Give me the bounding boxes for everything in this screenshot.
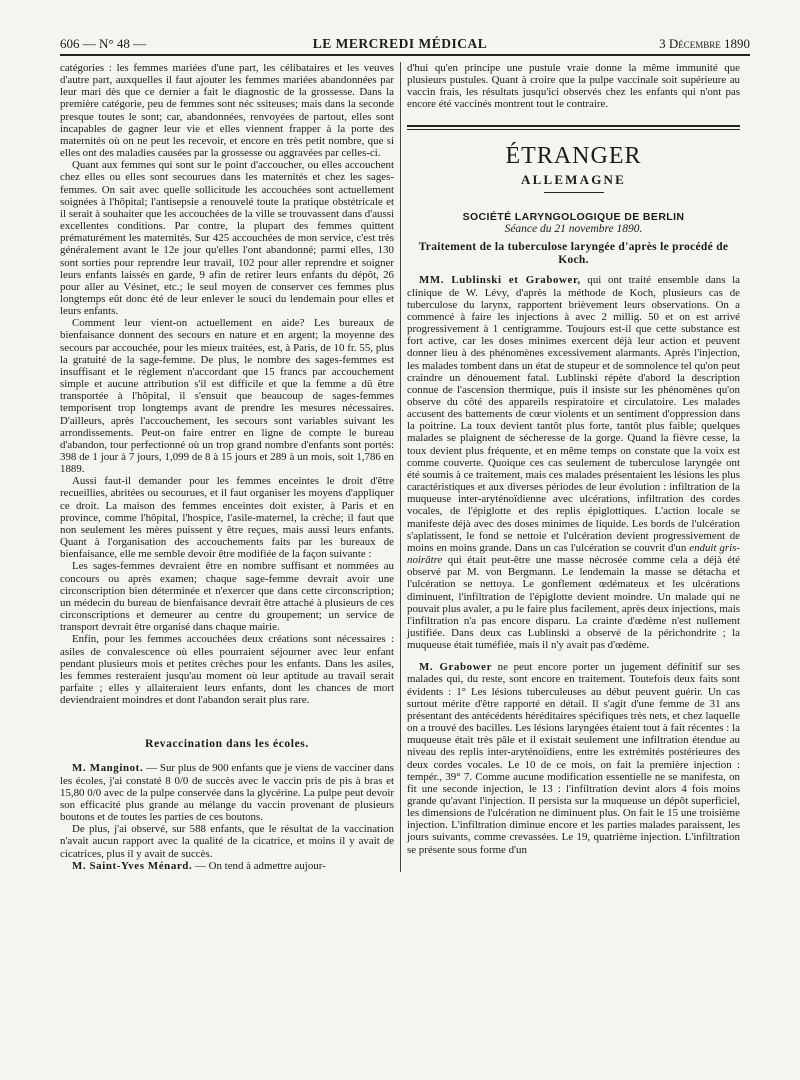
section-title: ÉTRANGER	[505, 142, 642, 169]
speaker-name: M. Saint-Yves Ménard.	[72, 859, 193, 872]
page-header	[60, 22, 750, 56]
paragraph	[407, 661, 740, 856]
paragraph-text: qui ont traité ensemble dans la clinique de W. Lévy, d'après la méthode de Koch, plusieurs cas de tuberculose du larynx, rapportent brièvement leurs observations. On a commencé à faire les injections à avec 2 millig. 50 et on est arrivé progressivement à 1 centigramme. Toujours est-il que cette substance est fort active, car les doses minimes exercent déjà leur action et peuvent donner lieu à des phénomènes excessivement alarmants. Après l'injection, les malades tombent dans un état de stupeur et de somnolence tel qu'on peut craindre un dénouement fatal. Lublinski répète d'abord la description connue de l'ascension thermique, puis il insiste sur les phénomènes qu'on observe du côté des appareils respiratoire et circulatoire. Les malades accusent des battements de cœur violents et un sentiment d'oppression dans la poitrine. La toux devient tantôt plus forte, tantôt plus faible; quelques malades se plaignent de sécheresse de la gorge. Quand la fièvre cesse, la toux devient plus fréquente, et en même temps on constate que la voix est comme couverte. Quoique ces cas seulement de tuberculose laryngée ont été soumis à ce traitement, mais ces malades présentaient les lésions les plus caractéristiques et aux diverses périodes de leur évolution : infiltration de la muqueuse inter-aryténoïdienne avec ulcérations, infiltration des cordes vocales, de l'épiglotte et des replis épiglottiques. L'action locale se manifeste déjà avec des doses minimes de liquide. Les bords de l'ulcération s'aplatissent, le fond se nettoie et l'ulcération devient progressivement de moins en moins grande. Dans un cas l'ulcération se couvrit d'un	[407, 274, 740, 554]
paragraph: d'hui qu'en principe une pustule vraie donne la même immunité que plusieurs pustules. Quant à croire que la pulpe vaccinale soit supérieure au vaccin frais, les résultats jusqu'ici observés chez les enfants qui n'ont pas encore été vaccinés montrent tout le contraire.	[407, 62, 740, 111]
right-column	[400, 62, 740, 872]
journal-title: LE MERCREDI MÉDICAL	[312, 36, 488, 51]
paragraph: Enfin, pour les femmes accouchées deux créations sont nécessaires : asiles de convalescence où elles pourraient séjourner avec leur enfant pendant plusieurs mois et petites crèches pour les enfants. Dans les asiles, les femmes resteraient jusqu'au moment où leur aptitude au travail serait parfaite ; elles y allaiteraient leurs enfants, dont les chances de mort deviendraient moindres et dont l'abandon serait plus rare.	[60, 633, 394, 707]
section-rule	[407, 125, 740, 130]
revaccination-heading: Revaccination dans les écoles.	[145, 738, 309, 751]
paragraph: catégories : les femmes mariées d'une part, les célibataires et les veuves d'autre part, auxquelles il faut ajouter les femmes mariées abandonnées par leur mari dès que ce dernier a fait le diagnostic de la grossesse. Dans la première catégorie, peu de femmes sont néc ssiteuses; mais dans la seconde presque toutes le sont; car, abandonnées, renvoyées de partout, elles sont incapables de gagner leur vie et elles viennent frapper à la porte des maternités où on ne peut les recevoir, et encore en très petit nombre, que si elles ont des maladies causées par la grossesse ou aggravées par celles-ci.	[60, 62, 394, 160]
paragraph: Les sages-femmes devraient être en nombre suffisant et nommées au concours ou après examen; chaque sage-femme devrait avoir une circonscription bien déterminée et n'exercer que dans cette circonscription; un médecin du bureau de bienfaisance devrait être attaché à plusieurs de ces circonscriptions et demeurer au centre du groupement; un service de transport devrait être organisé dans chaque mairie.	[60, 560, 394, 634]
paragraph-text: ne peut encore porter un jugement définitif sur ses malades qui, du reste, sont encore en traitement. Toutefois deux faits sont évidents : 1° Les lésions tuberculeuses au début peuvent guérir. Un cas surtout mérite d'être rapporté en détail. Il s'agit d'une femme de 31 ans présentant des antécédents héréditaires spécifiques très nets, et chez laquelle on a trouvé des bacilles. Les lésions laryngées étaient tout à fait récentes : la muqueuse était très pâle et il existait seulement une infiltration étendue au niveau des replis inter-aryténoïdiens, entre les extrémités postérieures des deux cordes vocales. Le 10 de ce mois, on fait la première injection : tempér., 39° 7. Comme aucune modification essentielle ne se manifesta, on fit une seconde injection, le 13 : l'infiltration devint alors 4 fois moins grande qu'avant l'injection. Il persista sur la muqueuse un dépôt superficiel, les dimensions de l'ulcération ne diminuent plus. On fait le 15 une troisième injection. L'infiltration diminue encore et les parties malades paraissent, les jours suivants, comme crevassées. Le 19, quatrième injection. L'infiltration se présente sous forme d'un	[407, 661, 740, 856]
paragraph	[60, 860, 394, 872]
paragraph: Quant aux femmes qui sont sur le point d'accoucher, ou elles accouchent chez elles ou elles sont secourues dans les maternités et chez les sages-femmes. On sait avec quelle sollicitude les accouchées sont actuellement soignées à l'hôpital; l'antisepsie a renouvelé toute la pratique obstétricale et il serait à souhaiter que les accouchées de la ville se trouvassent dans d'aussi excellentes conditions. Par contre, la plupart des femmes quittent prématurément les maternités. Sur 425 accouchées de mon service, c'est très généralement avant le 12e jour qu'elles l'ont abandonné; parmi elles, 130 sont sorties pour reprendre leur travail, 102 pour aller reprendre et soigner leurs enfants laissés en garde, 9 afin de retirer leurs enfants du dépôt, 26 pour aller au Vésinet, etc.; le seul moyen de conserver ces femmes plus longtemps eût donc été de leur enlever le souci du lendemain pour elles et leurs enfants.	[60, 159, 394, 318]
speaker-name: M. Grabower	[419, 661, 493, 674]
issue-date: 3 Décembre 1890	[659, 36, 750, 51]
country-heading: ALLEMAGNE	[520, 171, 627, 187]
article-title: Traitement de la tuberculose laryngée d'après le procédé de Koch.	[418, 241, 729, 266]
paragraph: De plus, j'ai observé, sur 588 enfants, que le résultat de la vaccination n'avait aucun rapport avec la qualité de la cicatrice, et moins il y avait de cicatrices, plus il y avait de succès.	[60, 823, 394, 860]
spacer	[60, 706, 394, 732]
paragraph-text: qui était peut-être une masse nécrosée comme cela a déjà été observé par M. von Bergmann. Le lendemain la masse se détacha et l'ulcération se nettoya. Le gonflement œdémateux et les ulcérations diminuent, l'infiltration de l'épiglotte devient moindre. Un malade qui ne pouvait plus avaler, a pu le faire plus facilement, après deux injections, mais l'infiltration n'a pas encore disparu. La crainte d'œdème n'est nullement justifiée. Dans deux cas Lublinski a observé de la périchondrite ; la muqueuse était tuméfiée, mais il n'y avait pas d'œdème.	[407, 554, 740, 652]
spacer	[407, 651, 740, 661]
speaker-name: MM. Lublinski et Grabower,	[419, 274, 581, 287]
speaker-name: M. Manginot.	[72, 762, 144, 775]
page-number: 606 — N° 48 —	[60, 36, 147, 51]
paragraph-text: — Sur plus de 900 enfants que je viens de vacciner dans les écoles, j'ai constaté 8 0/0 de succès avec le vaccin pris de pis à bras et 15,80 0/0 avec de la pulpe conservée dans la glycérine. La pulpe peut devoir son efficacité plus grande au mélange du vaccin provenant de plusieurs boutons et de toutes les parties de ces boutons.	[60, 762, 394, 824]
paragraph: Aussi faut-il demander pour les femmes enceintes le droit d'être recueillies, abritées ou secourues, et il faut organiser les moyens d'appliquer ce droit. La maison des femmes enceintes doit exister, à Paris et en province, comme l'hôpital, l'hospice, l'asile-maternel, la crèche; il faut que non seulement les mères puissent y être reçues, mais aussi leurs enfants. Quant à l'organisation des accouchements faits par les bureaux de bienfaisance, elle me semble devoir être modifiée de la façon suivante :	[60, 475, 394, 561]
columns	[60, 62, 750, 872]
short-divider	[544, 192, 604, 193]
paragraph: Comment leur vient-on actuellement en aide? Les bureaux de bienfaisance donnent des secours en nature et en argent; la moyenne des secours par accouchée, pour les mieux traitées, est, à Paris, de 10 fr. 55, plus la gratuité de la sage-femme. De plus, le nombre des sages-femmes est insuffisant et le règlement n'accordant que 15 francs par accouchement simple et aucune attribution s'il est difficile et que la femme a dû être transportée à l'hôpital, il s'ensuit que beaucoup de sages-femmes temporisent trop longtemps avant de prendre les mesures nécessaires. D'ailleurs, après l'accouchement, les secours sont variables suivant les arrondissements. Peut-on faire entrer en ligne de compte le bureau d'abandon, tour perfectionné où un trop grand nombre d'enfants sont portés: 398 de 1 jour à 7 jours, 1,099 de 8 à 15 jours et 289 à un mois, soit 1,786 en 1889.	[60, 317, 394, 476]
paragraph	[60, 762, 394, 823]
session-date: Séance du 21 novembre 1890.	[504, 223, 643, 236]
left-column	[60, 62, 400, 872]
paragraph	[407, 274, 740, 651]
society-heading: SOCIÉTÉ LARYNGOLOGIQUE DE BERLIN	[462, 210, 685, 223]
italic-text: enduit gris-noirâtre	[407, 541, 740, 567]
paragraph-text: — On tend à admettre aujour-	[192, 859, 326, 872]
